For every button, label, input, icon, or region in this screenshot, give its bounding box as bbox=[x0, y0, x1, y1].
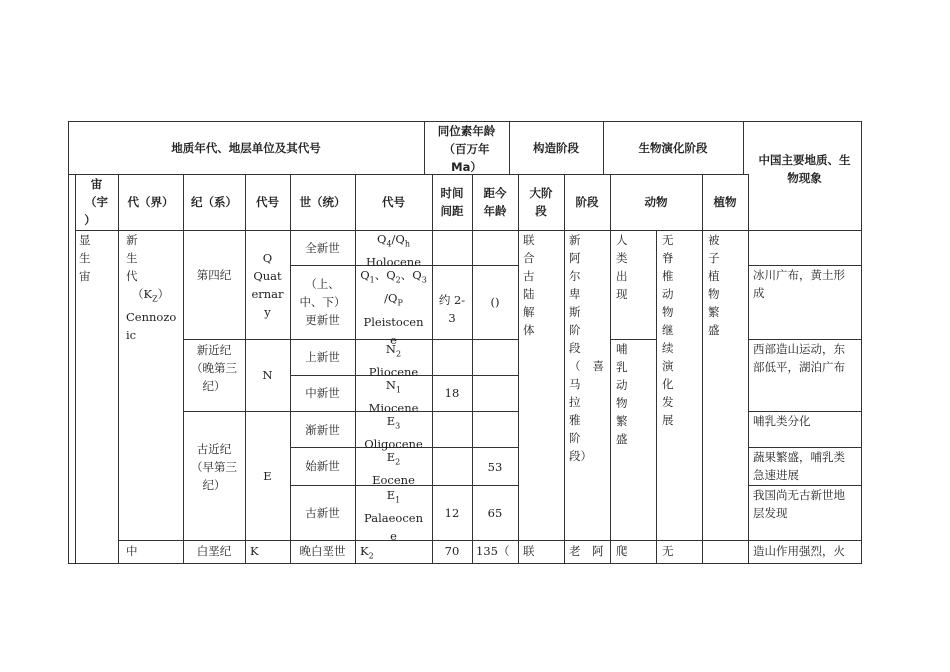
main-title: 地质年代、地层单位及其代号 bbox=[171, 141, 321, 155]
pleistocene-age: () bbox=[490, 295, 500, 309]
major-stage-text: 联 合 古 陆 解 体 bbox=[523, 233, 535, 337]
eocene-code: $E_2$ Eocene bbox=[372, 450, 415, 488]
major-stage-header: 大阶 段 bbox=[529, 186, 553, 218]
last-interval: 70 bbox=[444, 544, 460, 558]
holocene-code: $Q_4/Q_h$ Holocene bbox=[365, 232, 421, 270]
animal-humans: 人 类 出 现 bbox=[616, 233, 628, 301]
oligocene-code: $E_3$ Oligocene bbox=[364, 414, 423, 452]
china-note-3: 哺乳类分化 bbox=[753, 414, 811, 428]
last-period: 白垩纪 bbox=[196, 544, 232, 558]
animal-header: 动物 bbox=[644, 195, 668, 209]
china-note-1: 冰川广布，黄土形 成 bbox=[753, 268, 845, 300]
epoch-header: 世（统） bbox=[299, 195, 346, 209]
paleocene-code: $E_1$ Palaeocen e bbox=[364, 488, 423, 544]
era-name: 新 生 代 $(K_Z)$ Cennozo ic bbox=[126, 233, 177, 343]
plant-text: 被 子 植 物 繁 盛 bbox=[708, 233, 720, 337]
age-header: 距今 年龄 bbox=[483, 186, 507, 218]
eocene-name: 始新世 bbox=[305, 459, 340, 473]
paleogene-code: E bbox=[263, 469, 272, 483]
china-note-2: 西部造山运动，东 部低平，湖泊广布 bbox=[753, 342, 845, 374]
last-era: 中 bbox=[126, 544, 138, 558]
neogene-code: N bbox=[262, 368, 273, 382]
eon-name: 显 生 宙 bbox=[79, 233, 91, 283]
holocene-name: 全新世 bbox=[305, 241, 340, 255]
code-header: 代号 bbox=[256, 195, 279, 209]
pleistocene-name: （上、 中、下） 更新世 bbox=[299, 277, 346, 327]
eocene-age: 53 bbox=[487, 460, 503, 474]
last-age: 135（ bbox=[476, 544, 510, 558]
china-note-5: 我国尚无古新世地 层发现 bbox=[753, 488, 845, 520]
last-epoch-code: $K_2$ bbox=[360, 544, 374, 561]
miocene-code: $N_1$ Miocene bbox=[368, 378, 419, 416]
last-major: 联 bbox=[523, 544, 535, 558]
paleocene-age: 65 bbox=[487, 506, 503, 520]
pleistocene-interval: 约 2- 3 bbox=[438, 293, 466, 325]
last-stage: 老 阿 bbox=[569, 544, 604, 558]
plant-header: 植物 bbox=[713, 195, 737, 209]
isotope-age-header: 同位素年龄 （百万年 Ma） bbox=[437, 124, 496, 174]
pliocene-name: 上新世 bbox=[305, 350, 340, 364]
tectonic-header: 构造阶段 bbox=[533, 141, 579, 155]
pliocene-code: $N_2$ Pliocene bbox=[368, 342, 419, 380]
china-note-4: 蔬果繁盛，哺乳类 急速进展 bbox=[753, 450, 845, 482]
last-invert: 无 bbox=[662, 544, 674, 558]
epoch-code-header: 代号 bbox=[382, 195, 405, 209]
bio-evolution-header: 生物演化阶段 bbox=[638, 141, 708, 155]
stage-text: 新 阿 尔 卑 斯 阶 段 （ 喜 马 拉 雅 阶 段） bbox=[569, 233, 604, 463]
paleocene-name: 古新世 bbox=[305, 506, 340, 520]
era-header: 代（界） bbox=[127, 195, 174, 209]
period-header: 纪（系） bbox=[191, 195, 237, 209]
last-china: 造山作用强烈，火 bbox=[753, 544, 845, 558]
quaternary-name: 第四纪 bbox=[196, 268, 232, 282]
stage-header: 阶段 bbox=[575, 195, 599, 209]
paleogene-name: 古近纪 （早第三 纪） bbox=[191, 442, 237, 492]
china-geo-header: 中国主要地质、生 物现象 bbox=[758, 153, 851, 185]
animal-mammals: 哺 乳 动 物 繁 盛 bbox=[616, 342, 628, 446]
interval-header: 时间 间距 bbox=[440, 186, 464, 218]
miocene-interval: 18 bbox=[444, 386, 460, 400]
oligocene-name: 渐新世 bbox=[305, 423, 340, 437]
last-code: K bbox=[250, 544, 259, 558]
last-animal: 爬 bbox=[616, 544, 628, 558]
last-epoch: 晚白垩世 bbox=[299, 544, 346, 558]
neogene-name: 新近纪 （晚第三 纪） bbox=[191, 343, 237, 393]
invertebrate-text: 无 脊 椎 动 物 继 续 演 化 发 展 bbox=[662, 233, 674, 427]
quaternary-code: Q Quat ernar y bbox=[251, 251, 284, 319]
eon-header: 宙 （宇 ） bbox=[84, 177, 108, 227]
paleocene-interval: 12 bbox=[444, 506, 460, 520]
pleistocene-code: $Q_1$、$Q_2$、$Q_3$ $/Q_P$ Pleistocen e bbox=[360, 268, 427, 347]
miocene-name: 中新世 bbox=[305, 386, 340, 400]
